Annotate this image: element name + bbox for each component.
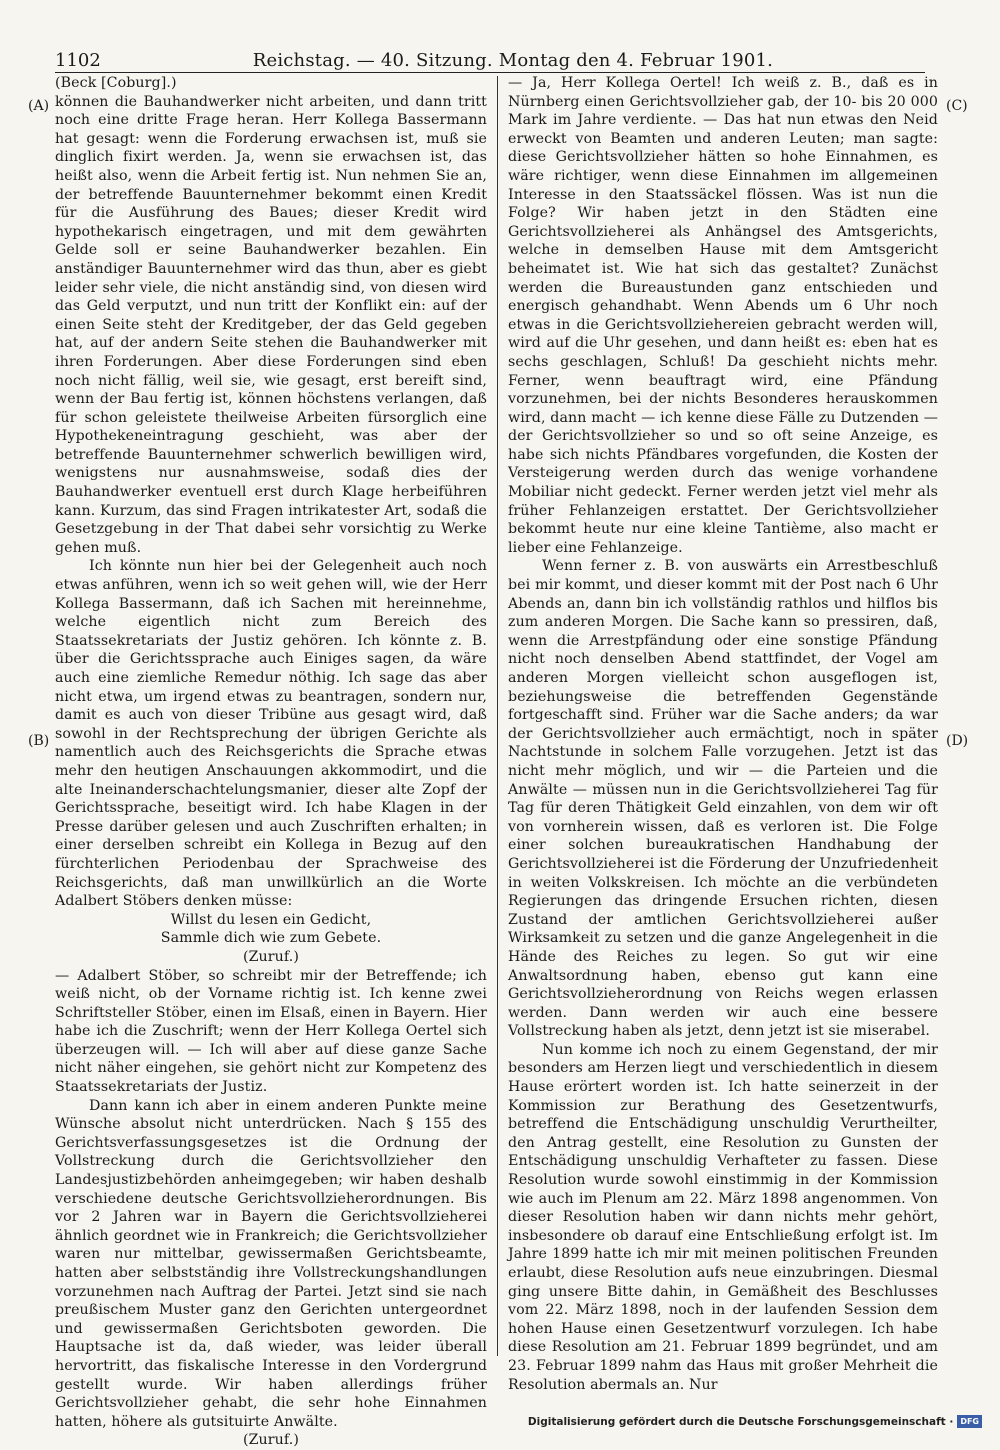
margin-letter-d: (D) — [946, 733, 969, 749]
margin-letter-a: (A) — [28, 98, 50, 114]
running-title: Reichstag. — 40. Sitzung. Montag den 4. Februar 1901. — [252, 50, 774, 71]
paragraph: Wenn ferner z. B. von auswärts ein Arrestbeschluß bei mir kommt, und dieser kommt mit der Post nach 6 Uhr Abends an, dann bin ich vollständig rathlos und hilflos bis zum anderen Morgen. Die Sache kann so pressiren, daß, wenn die Arrestpfändung oder eine sonstige Pfändung nicht noch denselben Abend stattfindet, der Vogel am anderen Morgen vielleicht schon ausgeflogen ist, beziehungsweise die betreffenden Gegenstände fortgeschafft sind. Früher war die Sache anders; da war der Gerichtsvollzieher auch ermächtigt, noch in später Nachtstunde in solchem Falle vorzugehen. Jetzt ist das nicht mehr möglich, und wir — die Parteien und die Anwälte — müssen nun in die Gerichtsvollzieherei Tag für Tag für deren Thätigkeit Geld einzahlen, von dem wir oft von vornherein wissen, daß es verloren ist. Die Folge einer solchen bureaukratischen Handhabung der Gerichtsvollzieherei ist die Förderung der Unzufriedenheit in weiten Volkskreisen. Ich möchte an die verbündeten Regierungen das dringende Ersuchen richten, diesen Zustand der amtlichen Gerichtsvollzieherei außer Wirksamkeit zu setzen und die ganze Angelegenheit in die Hände des Reiches zu legen. So gut wir eine Anwaltsordnung haben, ebenso gut kann eine Gerichtsvollzieherordnung von Reichs wegen erlassen werden. Dann werden wir auch eine bessere Vollstreckung haben als jetzt, denn jetzt ist sie miserabel. — [508, 558, 938, 1040]
margin-letter-b: (B) — [28, 733, 50, 749]
verse-line: Sammle dich wie zum Gebete. — [160, 930, 382, 947]
verse-line: Willst du lesen ein Gedicht, — [170, 911, 372, 928]
paragraph: — Adalbert Stöber, so schreibt mir der Betreffende; ich weiß nicht, ob der Vorname richtig ist. Ich kenne zwei Schriftsteller Stöber, einen im Elsaß, einen in Bayern. Hier habe ich die Zuschrift; wenn der Herr Kollega Oertel sich überzeugen will. — Ich will aber auf diese ganze Sache nicht näher eingehen, sie gehört nicht zur Kompetenz des Staatssekretariats der Justiz. — [55, 967, 487, 1096]
header-rule — [55, 72, 925, 73]
left-column — [55, 74, 487, 1450]
dfg-logo-icon: DFG — [957, 1415, 982, 1428]
interjection: (Zuruf.) — [242, 1432, 300, 1449]
paragraph: können die Bauhandwerker nicht arbeiten, und dann tritt noch eine dritte Frage heran. Herr Kollega Bassermann hat gesagt: wenn die Forderung erwachsen ist, muß sie dinglich fixirt werden. Ja, wenn sie erwachsen ist, das heißt also, wenn die Arbeit fertig ist. Nun nehmen Sie an, der betreffende Bauunternehmer bekommt einen Kredit für die Ausführung des Baues; dieser Kredit wird hypothekarisch eingetragen, und mit dem gewährten Gelde soll er seine Bauhandwerker bezahlen. Ein anständiger Bauunternehmer wird das thun, aber es giebt leider sehr viele, die nicht anständig sind, von diesen wird das Geld verputzt, und nun tritt der Konflikt ein: auf der einen Seite steht der Kreditgeber, der das Geld gegeben hat, auf der andern Seite stehen die Bauhandwerker mit ihren Forderungen. Aber diese Forderungen sind eben noch nicht fällig, weil sie, wie gesagt, erst bereift sind, wenn der Bau fertig ist, können höchstens verlangen, daß für schon geleistete theilweise Arbeiten fürsorglich eine Hypothekeneintragung geschieht, was aber der betreffende Bauunternehmer schwerlich bewilligen wird, wenigstens nur ausnahmsweise, sodaß dies der Bauhandwerker eventuell erst durch Klage herbeiführen kann. Kurzum, das sind Fragen intrikatester Art, sodaß die Gesetzgebung in der That dabei sehr vorsichtig zu Werke gehen muß. — [55, 93, 487, 556]
footer-credit: Digitalisierung gefördert durch die Deutsche Forschungsgemeinschaft · — [527, 1415, 954, 1428]
digitization-footer — [528, 1415, 982, 1428]
margin-letter-c: (C) — [946, 98, 968, 114]
paragraph: Nun komme ich noch zu einem Gegenstand, der mir besonders am Herzen liegt und verschiedentlich in diesem Hause erörtert worden ist. Ich hatte seinerzeit in der Kommission zur Berathung des Gesetzentwurfs, betreffend die Entschädigung unschuldig Verurtheilter, den Antrag gestellt, eine Resolution zu Gunsten der Entschädigung unschuldig Verhafteter zu fassen. Diese Resolution wurde sowohl einstimmig in der Kommission wie auch im Plenum am 22. März 1898 angenommen. Von dieser Resolution haben wir dann nichts mehr gehört, insbesondere ob darauf eine Entschließung erfolgt ist. Im Jahre 1899 hatte ich mir mit meinen politischen Freunden erlaubt, diese Resolution aufs neue einzubringen. Diesmal ging unsere Bitte dahin, in Gemäßheit des Beschlusses vom 22. März 1898, noch in der laufenden Session dem hohen Hause einen Gesetzentwurf vorzulegen. Ich habe diese Resolution am 21. Februar 1899 begründet, und am 23. Februar 1899 nahm das Haus mit großer Mehrheit die Resolution abermals an. Nur — [508, 1041, 938, 1393]
right-column — [508, 74, 938, 1394]
interjection: (Zuruf.) — [242, 948, 300, 965]
paragraph: Dann kann ich aber in einem anderen Punkte meine Wünsche absolut nicht unterdrücken. Nach § 155 des Gerichtsverfassungsgesetzes ist die Ordnung der Vollstreckung durch die Gerichtsvollzieher den Landesjustizbehörden anheimgegeben; wir haben deshalb verschiedene deutsche Gerichtsvollzieherordnungen. Bis vor 2 Jahren war in Bayern die Gerichtsvollzieherei ähnlich geordnet wie in Frankreich; die Gerichtsvollzieher waren nur mittelbar, gewissermaßen Gerichtsbeamte, hatten aber selbstständig ihre Vollstreckungshandlungen vorzunehmen nach Auftrag der Partei. Jetzt sind sie nach preußischem Muster ganz den Gerichten untergeordnet und gewissermaßen Gerichtsboten geworden. Die Hauptsache ist da, daß wieder, was leider überall hervortritt, das fiskalische Interesse in den Vordergrund gestellt wurde. Wir haben allerdings früher Gerichtsvollzieher gehabt, die sehr hohe Einnahmen hatten, höhere als gutsituirte Anwälte. — [55, 1097, 487, 1430]
speaker-attribution: (Beck [Coburg].) — [55, 75, 177, 91]
column-divider — [497, 76, 498, 1356]
paragraph: — Ja, Herr Kollega Oertel! Ich weiß z. B., daß es in Nürnberg einen Gerichtsvollzieher gab, der 10- bis 20 000 Mark im Jahre verdiente. — Das hat nun etwas den Neid erweckt von Beamten und anderen Leuten; man sagte: diese Gerichtsvollzieher hätten so hohe Einnahmen, es wäre richtiger, wenn diese Einnahmen im allgemeinen Interesse in den Staatssäckel flössen. Was ist nun die Folge? Wir haben jetzt in den Städten eine Gerichtsvollzieherei als Anhängsel des Amtsgerichts, welche in demselben Hause mit dem Amtsgericht beheimatet ist. Wie hat sich das gestaltet? Zunächst werden die Bureaustunden ganz entschieden und energisch gehandhabt. Wenn Abends um 6 Uhr noch etwas in die Gerichtsvollziehereien gebracht werden will, wird auf die Uhr gesehen, und dann heißt es: eben hat es sechs geschlagen, Schluß! Da geschieht nichts mehr. Ferner, wenn beauftragt wird, eine Pfändung vorzunehmen, bei der nichts Besonderes herauskommen wird, dann macht — ich kenne diese Fälle zu Dutzenden — der Gerichtsvollzieher so und so oft seine Anzeige, es habe sich nichts Pfändbares vorgefunden, die Kosten der Versteigerung werden durch das wenige vorhandene Mobiliar nicht gedeckt. Ferner werden jetzt viel mehr als früher Fehlanzeigen erstattet. Der Gerichtsvollzieher bekommt heute nur eine kleine Tantième, also macht er lieber eine Fehlanzeige. — [508, 75, 938, 556]
page-number: 1102 — [55, 50, 101, 71]
paragraph: Ich könnte nun hier bei der Gelegenheit auch noch etwas anführen, wenn ich so weit gehen will, wie der Herr Kollega Bassermann, daß ich Sachen mit hereinnehme, welche eigentlich nicht zum Bereich des Staatssekretariats der Justiz gehören. Ich könnte z. B. über die Gerichtssprache auch Einiges sagen, da wäre auch eine ziemliche Remedur nöthig. Ich sage das aber nicht etwa, um irgend etwas zu beantragen, sondern nur, damit es auch von dieser Tribüne aus gesagt wird, daß sowohl in der Rechtsprechung der übrigen Gerichte als namentlich auch des Reichsgerichts die Sprache etwas mehr den heutigen Anschauungen akkommodirt, und die alte Ineinanderschachtelungsmanier, dieser alte Zopf der Gerichtssprache, beseitigt wird. Ich habe Klagen in der Presse darüber gelesen und auch Zuschriften erhalten; in einer derselben schreibt ein Kollega in Bezug auf den fürchterlichen Periodenbau der Sprachweise des Reichsgerichts, daß man unwillkürlich an die Worte Adalbert Stöbers denken müsse: — [55, 558, 487, 910]
